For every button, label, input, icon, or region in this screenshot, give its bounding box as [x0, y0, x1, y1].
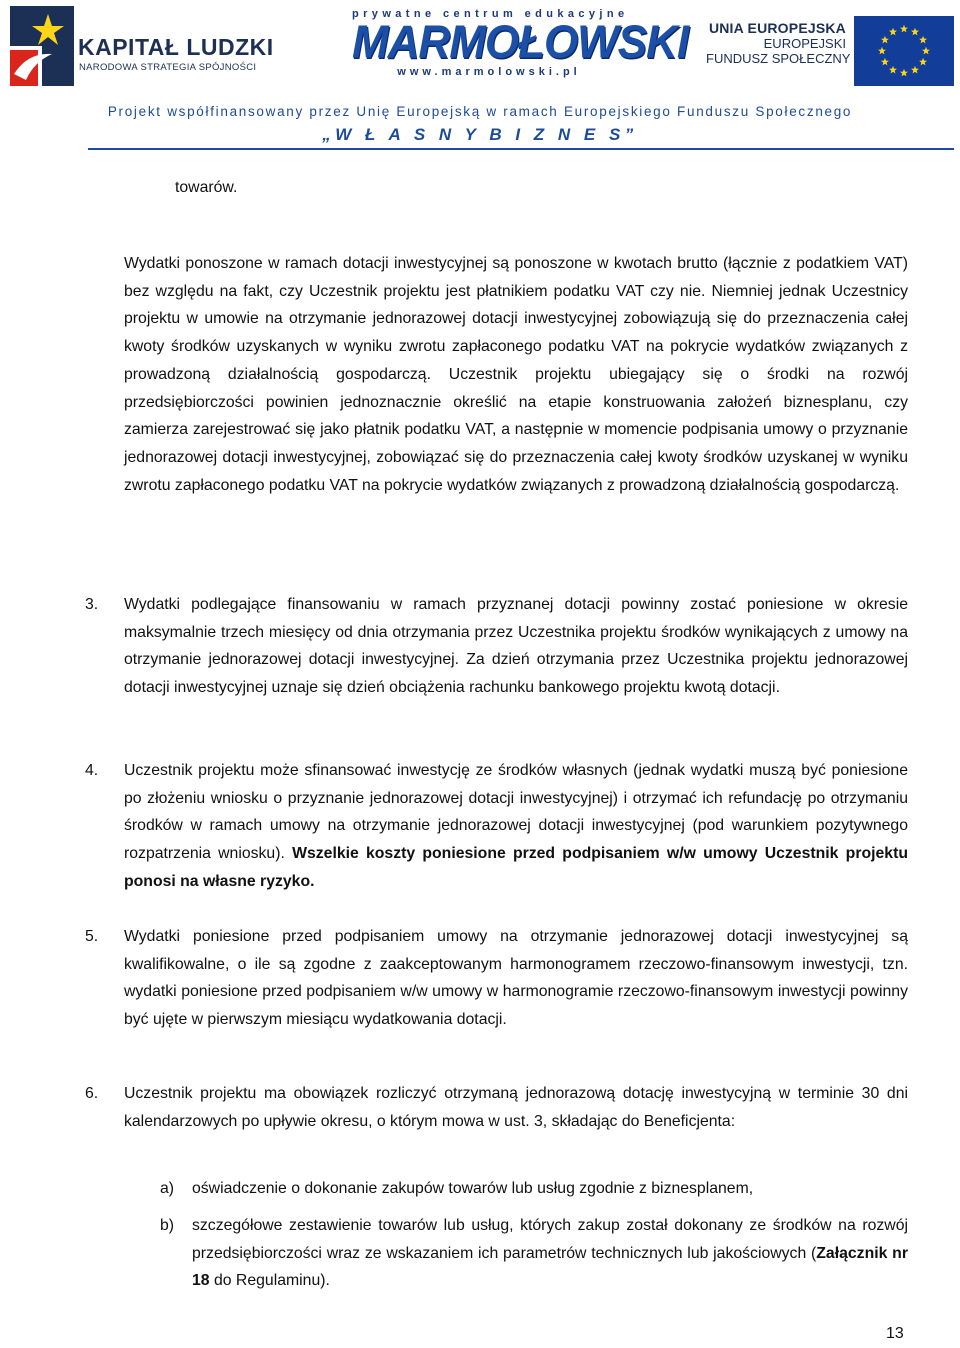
marmolowski-tagline: prywatne centrum edukacyjne [352, 8, 629, 20]
list-item-text: Wydatki poniesione przed podpisaniem umowy na otrzymanie jednorazowej dotacji inwestycyjnej są kwalifikowalne, o ile są zgodne z zaakceptowanym harmonogramem rzeczowo-finansowym inwestycji, tzn. wydatki poniesione przed podpisaniem w/w umowy w harmonogramie rzeczowo-finansowym inwestycji powinny być ujęte w pierwszym miesiącu wydatkowania dotacji. [124, 928, 908, 1029]
list-item-text-regular: Uczestnik projektu może sfinansować inwestycję ze środków własnych (jednak wydatki muszą być poniesione po złożeniu wniosku o przyznanie jednorazowej dotacji inwestycyjnej) i otrzymać ich refundację po otrzymaniu środków w ramach umowy na otrzymanie jednorazowej dotacji inwestycyjnej (pod warunkiem pozytywnego rozpatrzenia wniosku). [124, 762, 908, 863]
project-cofinancing-line: Projekt współfinansowany przez Unię Europejską w ramach Europejskiego Funduszu Społecznego [107, 104, 853, 119]
project-name: „W Ł A S N Y B I Z N E S” [322, 125, 638, 144]
eu-union-label: UNIA EUROPEJSKA [708, 20, 846, 36]
attachment-reference: Załącznik nr 18 [192, 1244, 908, 1290]
sub-list-item-letter: b) [160, 1217, 175, 1234]
kapital-ludzki-name: KAPITAŁ LUDZKI [78, 34, 274, 60]
list-item-number: 6. [85, 1085, 99, 1102]
marmolowski-name: MARMOŁOWSKI [352, 16, 689, 69]
list-item-number: 5. [85, 928, 99, 945]
kapital-ludzki-subtitle: NARODOWA STRATEGIA SPÓJNOŚCI [79, 62, 257, 73]
list-item-text-bold: Wszelkie koszty poniesione przed podpisaniem w/w umowy Uczestnik projektu ponosi na własne ryzyko. [124, 845, 908, 890]
continued-text-fragment: towarów. [175, 179, 238, 196]
list-item-text [124, 757, 908, 896]
eu-fund-label-1: EUROPEJSKI [763, 36, 846, 51]
sub-list-item-text: oświadczenie o dokonanie zakupów towarów lub usług zgodnie z biznesplanem, [192, 1180, 754, 1197]
sub-list-item-text [192, 1212, 908, 1295]
list-item-number: 3. [85, 596, 99, 613]
sub-list-item-letter: a) [160, 1180, 175, 1197]
list-item-text: Wydatki podlegające finansowaniu w ramach przyznanej dotacji powinny zostać poniesione w okresie maksymalnie trzech miesięcy od dnia otrzymania przez Uczestnika projektu środków wynikających z umowy na otrzymanie jednorazowej dotacji inwestycyjnej. Za dzień otrzymania przez Uczestnika projektu jednorazowej dotacji inwestycyjnej uznaje się dzień obciążenia rachunku bankowego projektu kwotą dotacji. [124, 596, 908, 697]
marmolowski-url: www.marmolowski.pl [397, 66, 581, 78]
sub-list-item-text-regular: szczegółowe zestawienie towarów lub usług, których zakup został dokonany ze środków na rozwój przedsiębiorczości wraz ze wskazaniem ich parametrów technicznych lub jakościowych ( [192, 1217, 908, 1262]
page-number: 13 [886, 1325, 904, 1342]
vat-paragraph: Wydatki ponoszone w ramach dotacji inwestycyjnej są ponoszone w kwotach brutto (łącznie z podatkiem VAT) bez względu na fakt, czy Uczestnik projektu jest płatnikiem podatku VAT czy nie. Niemniej jednak Uczestnicy projektu w umowie na otrzymanie jednorazowej dotacji inwestycyjnej zobowiązują się do przeznaczenia całej kwoty środków uzyskanych w wyniku zwrotu zapłaconego podatku VAT na pokrycie wydatków związanych z prowadzoną działalnością gospodarczą. Uczestnik projektu ubiegający się o środki na rozwój przedsiębiorczości powinien jednoznacznie określić na etapie konstruowania założeń biznesplanu, czy zamierza zarejestrować się jako płatnik podatku VAT, a następnie w momencie podpisania umowy o przyznanie jednorazowej dotacji inwestycyjnej, zobowiązać się do przeznaczenia całej kwoty środków uzyskanej w wyniku zwrotu zapłaconego podatku VAT na pokrycie wydatków związanych z prowadzoną działalnością gospodarczą. [124, 255, 908, 494]
eu-fund-label-2: FUNDUSZ SPOŁECZNY [706, 51, 851, 66]
list-item-number: 4. [85, 762, 99, 779]
sub-list-item-text-tail: do Regulaminu). [209, 1272, 330, 1290]
list-item-text: Uczestnik projektu ma obowiązek rozliczyć otrzymaną jednorazową dotację inwestycyjną w terminie 30 dni kalendarzowych po upływie okresu, o którym mowa w ust. 3, składając do Beneficjenta: [124, 1085, 908, 1130]
